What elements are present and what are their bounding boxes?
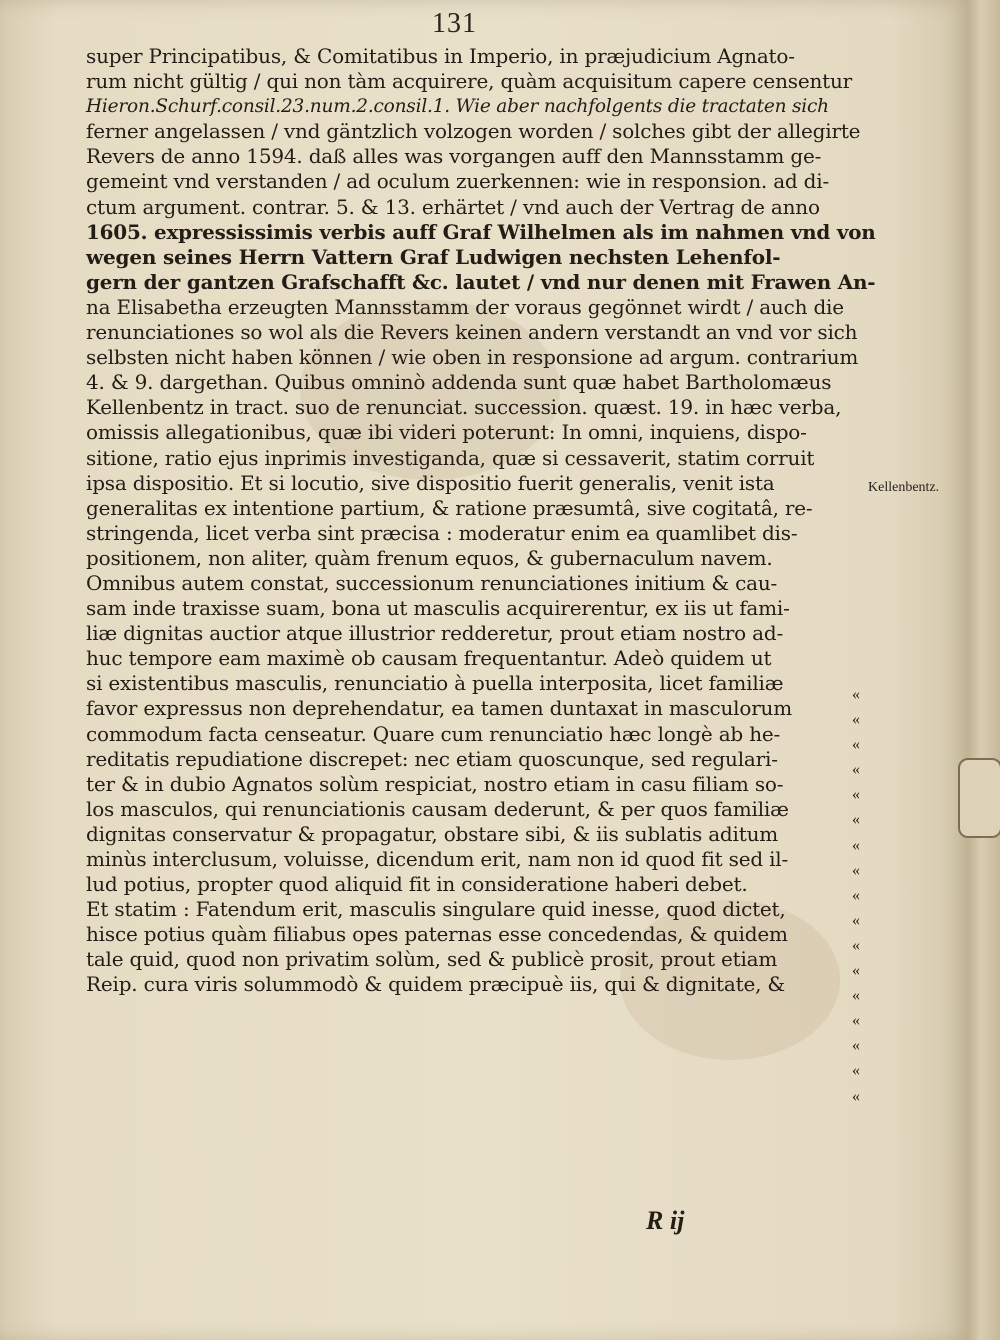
text-line: dignitas conservatur & propagatur, obstare sibi, & iis sublatis aditum (86, 821, 779, 846)
margin-note: Kellenbentz. (868, 480, 940, 495)
quote-marks-column (852, 682, 872, 1109)
text-line: reditatis repudiatione discrepet: nec etiam quoscunque, sed regulari- (86, 746, 778, 771)
quote-mark: « (852, 1037, 860, 1055)
text-line: generalitas ex intentione partium, & ratione præsumtâ, sive cogitatâ, re- (86, 495, 813, 520)
text-line: Hieron.Schurf.consil.23.num.2.consil.1. Wie aber nachfolgents die tractaten sich (86, 96, 829, 118)
quote-mark: « (852, 761, 860, 779)
text-line: tale quid, quod non privatim solùm, sed & publicè prosit, prout etiam (86, 947, 778, 972)
text-line: ipsa dispositio. Et si locutio, sive dispositio fuerit generalis, venit ista (86, 470, 775, 495)
quote-mark: « (852, 786, 860, 804)
quote-mark: « (852, 736, 860, 754)
quote-mark: « (852, 911, 860, 929)
text-line: sam inde traxisse suam, bona ut masculis acquirerentur, ex iis ut fami- (86, 596, 790, 621)
text-line: sitione, ratio ejus inprimis investiganda, quæ si cessaverit, statim corruit (86, 445, 815, 470)
quote-mark: « (852, 686, 860, 703)
text-line: ctum argument. contrar. 5. & 13. erhärtet / vnd auch der Vertrag de anno (86, 194, 820, 219)
text-line: rum nicht gültig / qui non tàm acquirere, quàm acquisitum capere censentur (86, 69, 853, 94)
quote-mark: « (852, 1062, 860, 1080)
text-line: stringenda, licet verba sint præcisa : moderatur enim ea quamlibet dis- (86, 520, 798, 545)
text-line: minùs interclusum, voluisse, dicendum erit, nam non id quod fit sed il- (86, 847, 789, 871)
text-line: lud potius, propter quod aliquid fit in consideratione haberi debet. (86, 872, 748, 897)
body-text (86, 44, 876, 998)
quote-mark: « (852, 1087, 860, 1105)
text-line: Kellenbentz in tract. suo de renunciat. succession. quæst. 19. in hæc verba, (86, 395, 842, 420)
quote-mark: « (852, 962, 860, 980)
quote-mark: « (852, 861, 860, 879)
text-line: hisce potius quàm filiabus opes paternas esse concedendas, & quidem (86, 922, 788, 947)
text-line: 1605. expressissimis verbis auff Graf Wilhelmen als im nahmen vnd von (86, 219, 876, 244)
signature-mark: R ij (646, 1206, 685, 1235)
text-line: omissis allegationibus, quæ ibi videri poterunt: In omni, inquiens, dispo- (86, 420, 807, 445)
text-line: ferner angelassen / vnd gäntzlich volzogen worden / solches gibt der allegirte (86, 119, 861, 144)
page-tab (958, 758, 1000, 838)
text-line: gemeint vnd verstanden / ad oculum zuerkennen: wie in responsion. ad di- (86, 169, 830, 194)
text-line: renunciationes so wol als die Revers keinen andern verstandt an vnd vor sich (86, 320, 858, 345)
text-line: 4. & 9. dargethan. Quibus omninò addenda sunt quæ habet Bartholomæus (86, 370, 832, 395)
quote-mark: « (852, 811, 860, 829)
text-line: na Elisabetha erzeugten Mannsstamm der voraus gegönnet wirdt / auch die (86, 294, 844, 319)
quote-mark: « (852, 711, 860, 729)
text-line: gern der gantzen Grafschafft &c. lautet / vnd nur denen mit Frawen An- (86, 269, 876, 294)
quote-mark: « (852, 836, 860, 854)
quote-mark: « (852, 936, 860, 954)
text-line: ter & in dubio Agnatos solùm respiciat, nostro etiam in casu filiam so- (86, 771, 784, 796)
quote-mark: « (852, 1012, 860, 1030)
text-line: liæ dignitas auctior atque illustrior redderetur, prout etiam nostro ad- (86, 621, 784, 646)
text-line: Et statim : Fatendum erit, masculis singulare quid inesse, quod dictet, (86, 897, 786, 922)
text-line: los masculos, qui renunciationis causam dederunt, & per quos familiæ (86, 796, 789, 821)
text-line: si existentibus masculis, renunciatio à puella interposita, licet familiæ (86, 671, 784, 696)
text-line: Omnibus autem constat, successionum renunciationes initium & cau- (86, 570, 778, 595)
text-line: selbsten nicht haben können / wie oben in responsione ad argum. contrarium (86, 345, 859, 370)
text-line: Revers de anno 1594. daß alles was vorgangen auff den Mannsstamm ge- (86, 144, 822, 169)
page-number: 131 (432, 8, 477, 39)
text-line: Reip. cura viris solummodò & quidem præcipuè iis, qui & dignitate, & (86, 972, 785, 997)
text-line: favor expressus non deprehendatur, ea tamen duntaxat in masculorum (86, 696, 792, 721)
text-line: commodum facta censeatur. Quare cum renunciatio hæc longè ab he- (86, 721, 781, 746)
text-line: huc tempore eam maximè ob causam frequentantur. Adeò quidem ut (86, 646, 772, 671)
text-line: super Principatibus, & Comitatibus in Imperio, in præjudicium Agnato- (86, 44, 795, 68)
text-line: positionem, non aliter, quàm frenum equos, & gubernaculum navem. (86, 545, 773, 570)
text-line: wegen seines Herrn Vattern Graf Ludwigen nechsten Lehenfol- (86, 244, 781, 269)
quote-mark: « (852, 886, 860, 904)
quote-mark: « (852, 987, 860, 1005)
page-edge (968, 0, 1000, 1340)
